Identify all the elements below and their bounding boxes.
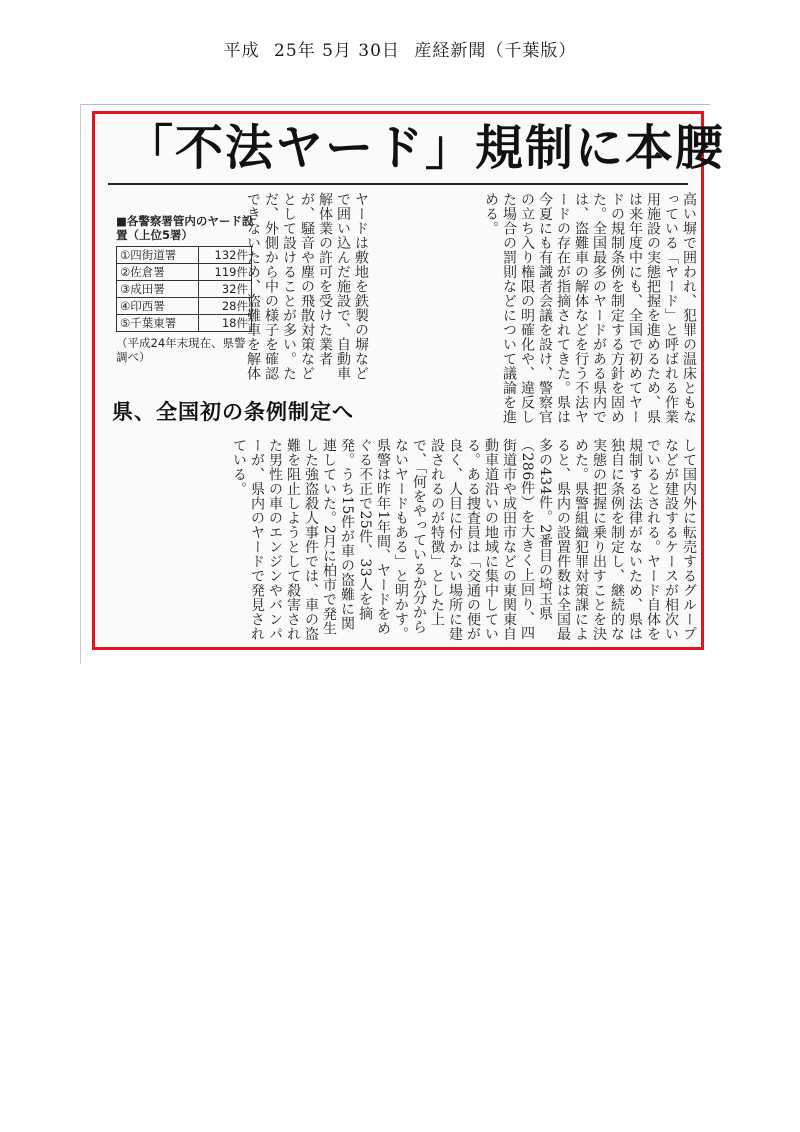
ranking-table (116, 246, 252, 332)
table-row (117, 298, 252, 315)
ranking-table-box (116, 214, 256, 386)
table-row (117, 281, 252, 298)
article-subheadline: 県、全国初の条例制定へ (112, 400, 354, 424)
table-cell-count: 32件 (199, 281, 252, 298)
table-cell-station: ①四街道署 (117, 247, 199, 264)
table-cell-station: ④印西署 (117, 298, 199, 315)
table-row (117, 315, 252, 332)
article-column-continued: して国内外に転売するグループなどが建設するケースが相次いでいるとされる。ヤード自体を規制する法律がないため、県は独自に条例を制定し、継続的な実態の把握に乗り出すことを決めた。県警組織犯罪対策課によると、県内の設置件数は全国最多の434件。2番目の埼玉県（286件）を大きく上回り、四街道市や成田市などの東関東自動車道沿いの地域に集中している。ある捜査員は「交通の便が良く、人目に付かない場所に建設されるのが特徴」とした上で、「何をやっているか分からないヤードもある」と明かす。県警は昨年1年間、ヤードをめぐる不正で25件、33人を摘発。うち15件が車の盗難に関連していた。2月に柏市で発生した強盗殺人事件では、車の盗難を阻止しようとして殺害された男性の車のエンジンやバンパーが、県内のヤードで発見されている。 (231, 438, 697, 641)
header-date: 25年 5月 30日 (274, 41, 400, 61)
ranking-table-title: ■各警察署管内のヤード設置（上位5署） (116, 214, 254, 242)
table-cell-count: 18件 (199, 315, 252, 332)
article-column-lead: 高い塀で囲われ、犯罪の温床ともなっている「ヤード」と呼ばれる作業用施設の実態把握を進めるため、県は来年度中にも、全国で初めてヤードの規制条例を制定する方針を固めた。全国最多のヤードがある県内では、盗難車の解体などを行う不法ヤードの存在が指摘されてきた。県は今夏にも有識者会議を設け、警察官の立ち入り権限の明確化や、違反した場合の罰則などについて議論を進める。 (483, 192, 697, 424)
clipping-header (0, 36, 800, 61)
page-left-rule (80, 104, 81, 664)
table-cell-count: 119件 (199, 264, 252, 281)
headline-divider (108, 183, 688, 185)
table-cell-station: ②佐倉署 (117, 264, 199, 281)
header-era: 平成 (223, 41, 260, 61)
table-cell-count: 28件 (199, 298, 252, 315)
table-cell-count: 132件 (199, 247, 252, 264)
article-headline: 「不法ヤード」規制に本腰 (125, 120, 726, 176)
article-column-side: ヤードは敷地を鉄製の塀などで囲い込んだ施設で、自動車解体業の許可を受けた業者が、騒音や塵の飛散対策などとして設けることが多い。ただ、外側から中の様子を確認できないため、盗難車を解体 (245, 192, 369, 381)
header-newspaper: 産経新聞（千葉版） (414, 41, 577, 61)
table-cell-station: ⑤千葉東署 (117, 315, 199, 332)
table-row (117, 247, 252, 264)
table-cell-station: ③成田署 (117, 281, 199, 298)
table-row (117, 264, 252, 281)
page-top-rule (80, 104, 710, 105)
ranking-table-note: （平成24年末現在、県警調べ） (116, 336, 246, 364)
